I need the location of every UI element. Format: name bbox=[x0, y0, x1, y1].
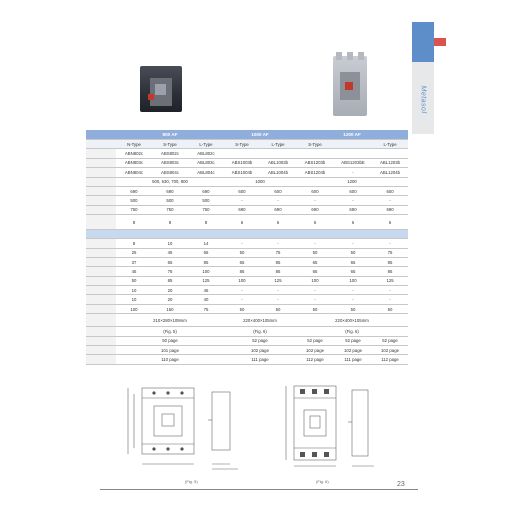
table-cell: 50 bbox=[334, 248, 372, 257]
table-cell: 85 bbox=[260, 257, 296, 266]
table-cell bbox=[188, 230, 224, 239]
page-ref-row bbox=[86, 355, 408, 364]
table-cell: ABS1203b bbox=[296, 158, 334, 167]
table-cell: - bbox=[334, 295, 372, 304]
table-cell: ABS803c bbox=[152, 158, 188, 167]
table-cell: S-Type bbox=[296, 140, 334, 149]
table-cell: 1000 bbox=[224, 177, 296, 186]
table-cell: 6 bbox=[372, 215, 408, 230]
page-number: 23 bbox=[397, 481, 405, 488]
table-cell: 8 bbox=[116, 215, 152, 230]
table-cell: 85 bbox=[260, 267, 296, 276]
table-cell: ABN804c bbox=[116, 168, 152, 177]
table-cell: 111 page bbox=[224, 355, 296, 364]
table-cell: ABL803c bbox=[188, 158, 224, 167]
row-label-cell bbox=[86, 336, 116, 345]
table-cell: 75 bbox=[372, 248, 408, 257]
table-cell: - bbox=[334, 168, 372, 177]
spec-row bbox=[86, 215, 408, 230]
table-cell bbox=[224, 230, 260, 239]
table-cell: - bbox=[224, 239, 260, 248]
table-cell: 50 bbox=[296, 248, 334, 257]
model-row-4p bbox=[86, 168, 408, 177]
breaking-row bbox=[86, 248, 408, 257]
table-cell: ABL1003b bbox=[260, 158, 296, 167]
table-cell: - bbox=[296, 196, 334, 205]
table-cell: 112 page bbox=[296, 355, 334, 364]
rated-current-row bbox=[86, 177, 408, 186]
table-cell: 8 bbox=[116, 239, 152, 248]
table-cell: - bbox=[296, 295, 334, 304]
table-cell: 500, 630, 700, 800 bbox=[116, 177, 224, 186]
table-cell: 52 page bbox=[334, 336, 372, 345]
table-cell: 50 bbox=[224, 248, 260, 257]
model-row-2p bbox=[86, 149, 408, 158]
row-label-cell bbox=[86, 267, 116, 276]
spec-row bbox=[86, 196, 408, 205]
section-divider-row bbox=[86, 230, 408, 239]
figure-caption-left: (Fig. 5) bbox=[185, 479, 198, 484]
table-cell: 50 bbox=[372, 304, 408, 313]
table-cell: S-Type bbox=[152, 140, 188, 149]
row-label-cell bbox=[86, 327, 116, 336]
table-cell: 600 bbox=[224, 186, 260, 195]
row-label-cell bbox=[86, 158, 116, 167]
table-cell: - bbox=[260, 196, 296, 205]
table-cell: 110 page bbox=[116, 355, 224, 364]
row-label-cell bbox=[86, 205, 116, 214]
table-cell: 600 bbox=[334, 186, 372, 195]
table-cell: 10 bbox=[116, 286, 152, 295]
breaker-1200af-image bbox=[333, 56, 367, 116]
table-cell: 20 bbox=[152, 295, 188, 304]
table-cell: - bbox=[260, 286, 296, 295]
table-cell: ABL1203b bbox=[372, 158, 408, 167]
table-cell: L-Type bbox=[260, 140, 296, 149]
table-cell: 65 bbox=[152, 257, 188, 266]
table-cell: ABS1203bE bbox=[334, 158, 372, 167]
table-cell: 100 bbox=[188, 267, 224, 276]
row-label-cell bbox=[86, 346, 116, 355]
table-cell: 6 bbox=[296, 215, 334, 230]
breaking-row bbox=[86, 267, 408, 276]
table-cell: 85 bbox=[372, 257, 408, 266]
table-cell: 750 bbox=[116, 205, 152, 214]
table-cell: 125 bbox=[372, 276, 408, 285]
table-cell: 65 bbox=[188, 248, 224, 257]
row-label-cell bbox=[86, 248, 116, 257]
table-cell: 45 bbox=[188, 286, 224, 295]
page-ref-row bbox=[86, 346, 408, 355]
table-cell: 50 page bbox=[116, 336, 224, 345]
table-cell: ABS802c bbox=[152, 149, 188, 158]
table-cell: 100 bbox=[334, 276, 372, 285]
table-cell: - bbox=[296, 286, 334, 295]
table-cell: N-Type bbox=[116, 140, 152, 149]
table-cell: 45 bbox=[152, 248, 188, 257]
table-cell: 102 page bbox=[296, 346, 334, 355]
table-cell: 45 bbox=[116, 267, 152, 276]
table-cell: 6 bbox=[334, 215, 372, 230]
table-cell: L-Type bbox=[188, 140, 224, 149]
dimension-row bbox=[86, 314, 408, 327]
table-cell bbox=[116, 230, 152, 239]
footer-rule bbox=[100, 489, 418, 490]
table-cell: 102 page bbox=[224, 346, 296, 355]
header-1200af: 1200 AF bbox=[296, 130, 408, 140]
breaking-row bbox=[86, 276, 408, 285]
table-cell bbox=[372, 149, 408, 158]
section-label: Metasol bbox=[419, 85, 427, 114]
table-cell: ABL804c bbox=[188, 168, 224, 177]
table-cell: 65 bbox=[224, 257, 260, 266]
table-cell bbox=[260, 230, 296, 239]
table-cell bbox=[372, 230, 408, 239]
table-cell: ABN802c bbox=[116, 149, 152, 158]
breaking-row bbox=[86, 286, 408, 295]
table-cell: - bbox=[224, 286, 260, 295]
table-cell bbox=[224, 149, 260, 158]
table-cell: 65 bbox=[296, 267, 334, 276]
table-cell: ABN803c bbox=[116, 158, 152, 167]
breaker-800af-image bbox=[140, 66, 182, 112]
page-ref-row bbox=[86, 336, 408, 345]
table-cell bbox=[334, 230, 372, 239]
type-row bbox=[86, 140, 408, 149]
row-label-cell bbox=[86, 304, 116, 313]
table-cell: 500 bbox=[152, 196, 188, 205]
row-label-cell bbox=[86, 196, 116, 205]
breaking-row bbox=[86, 304, 408, 313]
table-cell: ABL1004b bbox=[260, 168, 296, 177]
table-cell: 65 bbox=[334, 267, 372, 276]
table-cell: 6 bbox=[224, 215, 260, 230]
frame-header-row bbox=[86, 130, 408, 140]
table-cell: 101 page bbox=[116, 346, 224, 355]
table-cell: 500 bbox=[188, 196, 224, 205]
table-cell: 85 bbox=[372, 267, 408, 276]
table-cell: 500 bbox=[116, 196, 152, 205]
spec-row bbox=[86, 205, 408, 214]
table-cell: 600 bbox=[372, 186, 408, 195]
table-cell: 100 bbox=[296, 276, 334, 285]
table-cell: 52 page bbox=[372, 336, 408, 345]
table-cell: - bbox=[334, 286, 372, 295]
table-cell: 100 bbox=[224, 276, 260, 285]
table-cell: 690 bbox=[188, 186, 224, 195]
table-cell: L-Type bbox=[372, 140, 408, 149]
table-cell: 50 bbox=[224, 304, 260, 313]
row-label-cell bbox=[86, 257, 116, 266]
table-cell: - bbox=[260, 295, 296, 304]
table-cell: 690 bbox=[116, 186, 152, 195]
row-label-cell bbox=[86, 130, 116, 140]
table-cell bbox=[152, 230, 188, 239]
breaking-row bbox=[86, 257, 408, 266]
table-cell: ABS1003b bbox=[224, 158, 260, 167]
table-cell: 750 bbox=[152, 205, 188, 214]
row-label-cell bbox=[86, 177, 116, 186]
row-label-cell bbox=[86, 140, 116, 149]
table-cell: 690 bbox=[334, 205, 372, 214]
table-cell: 102 page bbox=[334, 346, 372, 355]
table-cell bbox=[334, 149, 372, 158]
table-cell: - bbox=[372, 239, 408, 248]
table-cell: (Fig. 6) bbox=[224, 327, 296, 336]
table-cell: 220×400×105mm bbox=[224, 314, 296, 327]
table-cell: 125 bbox=[260, 276, 296, 285]
row-label-cell bbox=[86, 149, 116, 158]
table-cell: - bbox=[372, 295, 408, 304]
table-cell: 690 bbox=[224, 205, 260, 214]
table-cell: - bbox=[260, 239, 296, 248]
table-cell: 8 bbox=[152, 215, 188, 230]
row-label-cell bbox=[86, 168, 116, 177]
table-cell: - bbox=[296, 239, 334, 248]
header-800af: 800 AF bbox=[116, 130, 224, 140]
table-cell bbox=[296, 230, 334, 239]
table-cell: 112 page bbox=[372, 355, 408, 364]
table-cell: (Fig. 5) bbox=[116, 327, 224, 336]
table-cell: ABS804c bbox=[152, 168, 188, 177]
table-cell: 690 bbox=[152, 186, 188, 195]
table-cell: 25 bbox=[116, 248, 152, 257]
row-label-cell bbox=[86, 295, 116, 304]
table-cell: - bbox=[224, 196, 260, 205]
row-label-cell bbox=[86, 276, 116, 285]
table-cell: 750 bbox=[188, 205, 224, 214]
figure-caption-right: (Fig. 6) bbox=[316, 479, 329, 484]
table-cell: 40 bbox=[188, 295, 224, 304]
table-cell: 1200 bbox=[296, 177, 408, 186]
row-label-cell bbox=[86, 355, 116, 364]
table-cell: 85 bbox=[152, 276, 188, 285]
figure-row bbox=[86, 327, 408, 336]
table-cell: 75 bbox=[188, 304, 224, 313]
header-1000af: 1000 AF bbox=[224, 130, 296, 140]
table-cell: 65 bbox=[296, 257, 334, 266]
table-cell: 100 bbox=[116, 304, 152, 313]
table-cell: ABL802c bbox=[188, 149, 224, 158]
table-cell: 50 bbox=[260, 304, 296, 313]
table-cell: 10 bbox=[152, 239, 188, 248]
table-cell: 50 bbox=[116, 276, 152, 285]
table-cell: 37 bbox=[116, 257, 152, 266]
row-label-cell bbox=[86, 230, 116, 239]
table-cell: ABS1204b bbox=[296, 168, 334, 177]
table-cell: - bbox=[334, 239, 372, 248]
breaking-row bbox=[86, 239, 408, 248]
table-cell: 52 page bbox=[296, 336, 334, 345]
table-cell: 102 page bbox=[372, 346, 408, 355]
table-cell: - bbox=[224, 295, 260, 304]
table-cell: - bbox=[372, 196, 408, 205]
table-cell: 75 bbox=[260, 248, 296, 257]
table-cell: 14 bbox=[188, 239, 224, 248]
breaking-row bbox=[86, 295, 408, 304]
row-label-cell bbox=[86, 186, 116, 195]
row-label-cell bbox=[86, 314, 116, 327]
table-cell: 50 bbox=[334, 304, 372, 313]
table-cell: 85 bbox=[224, 267, 260, 276]
row-label-cell bbox=[86, 239, 116, 248]
table-cell: 210×280×109mm bbox=[116, 314, 224, 327]
dimension-drawing-1200af bbox=[278, 380, 388, 475]
spec-row bbox=[86, 186, 408, 195]
table-cell: (Fig. 6) bbox=[296, 327, 408, 336]
dimension-drawing-800af bbox=[118, 380, 248, 475]
table-cell: - bbox=[372, 286, 408, 295]
table-cell: 20 bbox=[152, 286, 188, 295]
row-label-cell bbox=[86, 215, 116, 230]
table-cell: 690 bbox=[296, 205, 334, 214]
table-cell: 111 page bbox=[334, 355, 372, 364]
table-cell: 150 bbox=[152, 304, 188, 313]
table-cell: 220×400×105mm bbox=[296, 314, 408, 327]
spec-table bbox=[86, 130, 408, 365]
table-cell: 125 bbox=[188, 276, 224, 285]
table-cell bbox=[334, 140, 372, 149]
table-cell: 52 page bbox=[224, 336, 296, 345]
table-cell: 690 bbox=[372, 205, 408, 214]
table-cell: 600 bbox=[296, 186, 334, 195]
table-cell: 65 bbox=[334, 257, 372, 266]
table-cell: ABL1204b bbox=[372, 168, 408, 177]
table-cell: S-Type bbox=[224, 140, 260, 149]
table-cell: 8 bbox=[188, 215, 224, 230]
table-cell bbox=[260, 149, 296, 158]
accent-marker bbox=[434, 38, 446, 46]
section-tab bbox=[412, 22, 434, 62]
table-cell bbox=[296, 149, 334, 158]
table-cell: ABS1004b bbox=[224, 168, 260, 177]
table-cell: 6 bbox=[260, 215, 296, 230]
table-cell: 50 bbox=[296, 304, 334, 313]
table-cell: 75 bbox=[152, 267, 188, 276]
table-cell: 600 bbox=[260, 186, 296, 195]
table-cell: 690 bbox=[260, 205, 296, 214]
table-cell: 10 bbox=[116, 295, 152, 304]
row-label-cell bbox=[86, 286, 116, 295]
table-cell: 85 bbox=[188, 257, 224, 266]
model-row-3p bbox=[86, 158, 408, 167]
table-cell: - bbox=[334, 196, 372, 205]
